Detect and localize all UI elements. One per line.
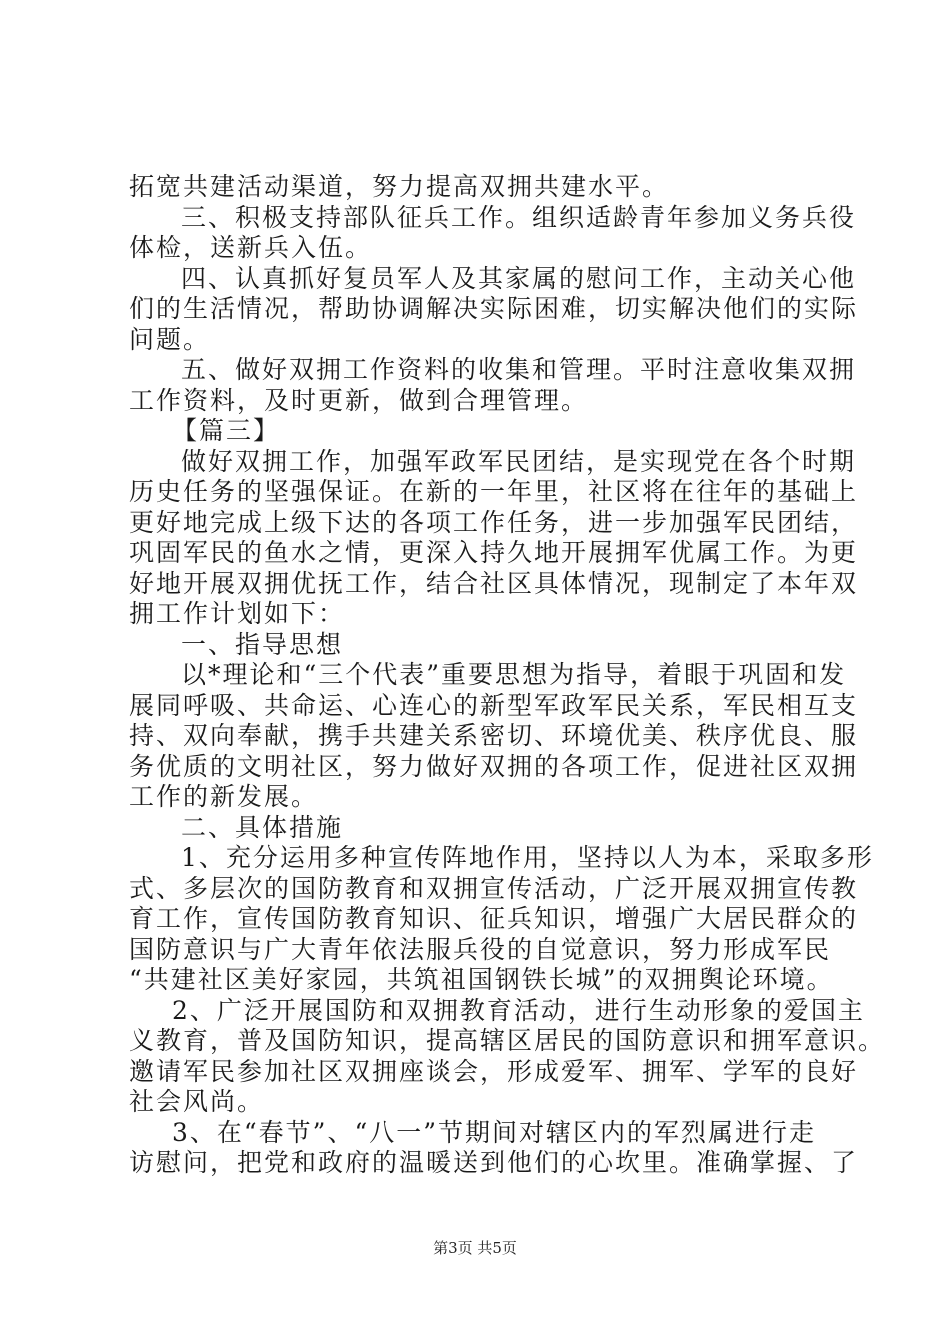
- text-line: 邀请军民参加社区双拥座谈会，形成爱军、拥军、学军的良好: [129, 1057, 859, 1086]
- text-line: 拥工作计划如下：: [129, 599, 346, 628]
- subheading: 一、指导思想: [181, 630, 344, 659]
- text-line: 持、双向奉献，携手共建关系密切、环境优美、秩序优良、服: [129, 721, 859, 750]
- text-line: 义教育，普及国防知识，提高辖区居民的国防意识和拥军意识。: [129, 1026, 886, 1055]
- text-line: 体检，送新兵入伍。: [129, 233, 373, 262]
- text-line: 工作的新发展。: [129, 782, 319, 811]
- text-line: “共建社区美好家园，共筑祖国钢铁长城”的双拥舆论环境。: [129, 965, 834, 994]
- text-line: 历史任务的坚强保证。在新的一年里，社区将在往年的基础上: [129, 477, 859, 506]
- text-line: 们的生活情况，帮助协调解决实际困难，切实解决他们的实际: [129, 294, 859, 323]
- text-line: 育工作，宣传国防教育知识、征兵知识，增强广大居民群众的: [129, 904, 859, 933]
- text-line: 三、积极支持部队征兵工作。组织适龄青年参加义务兵役: [181, 203, 857, 232]
- subheading: 二、具体措施: [181, 813, 344, 842]
- section-heading: 【篇三】: [172, 416, 281, 445]
- text-line: 3、在“春节”、“八一”节期间对辖区内的军烈属进行走: [172, 1118, 817, 1147]
- text-line: 务优质的文明社区，努力做好双拥的各项工作，促进社区双拥: [129, 752, 859, 781]
- text-line: 五、做好双拥工作资料的收集和管理。平时注意收集双拥: [181, 355, 857, 384]
- text-line: 访慰问，把党和政府的温暖送到他们的心坎里。准确掌握、了: [129, 1148, 859, 1177]
- text-line: 以*理论和“三个代表”重要思想为指导，着眼于巩固和发: [181, 660, 847, 689]
- text-line: 巩固军民的鱼水之情，更深入持久地开展拥军优属工作。为更: [129, 538, 859, 567]
- text-line: 好地开展双拥优抚工作，结合社区具体情况，现制定了本年双: [129, 569, 859, 598]
- text-line: 工作资料，及时更新，做到合理管理。: [129, 386, 589, 415]
- text-line: 问题。: [129, 325, 211, 354]
- text-line: 式、多层次的国防教育和双拥宣传活动，广泛开展双拥宣传教: [129, 874, 859, 903]
- text-line: 2、广泛开展国防和双拥教育活动，进行生动形象的爱国主: [172, 996, 865, 1025]
- text-line: 做好双拥工作，加强军政军民团结，是实现党在各个时期: [181, 447, 857, 476]
- page-number-footer: 第3页 共5页: [433, 1239, 517, 1257]
- text-line: 国防意识与广大青年依法服兵役的自觉意识，努力形成军民: [129, 935, 832, 964]
- text-line: 拓宽共建活动渠道，努力提高双拥共建水平。: [129, 172, 670, 201]
- text-line: 更好地完成上级下达的各项工作任务，进一步加强军民团结，: [129, 508, 859, 537]
- text-line: 1、充分运用多种宣传阵地作用，坚持以人为本，采取多形: [181, 843, 874, 872]
- text-line: 展同呼吸、共命运、心连心的新型军政军民关系，军民相互支: [129, 691, 859, 720]
- text-line: 社会风尚。: [129, 1087, 265, 1116]
- text-line: 四、认真抓好复员军人及其家属的慰问工作，主动关心他: [181, 264, 857, 293]
